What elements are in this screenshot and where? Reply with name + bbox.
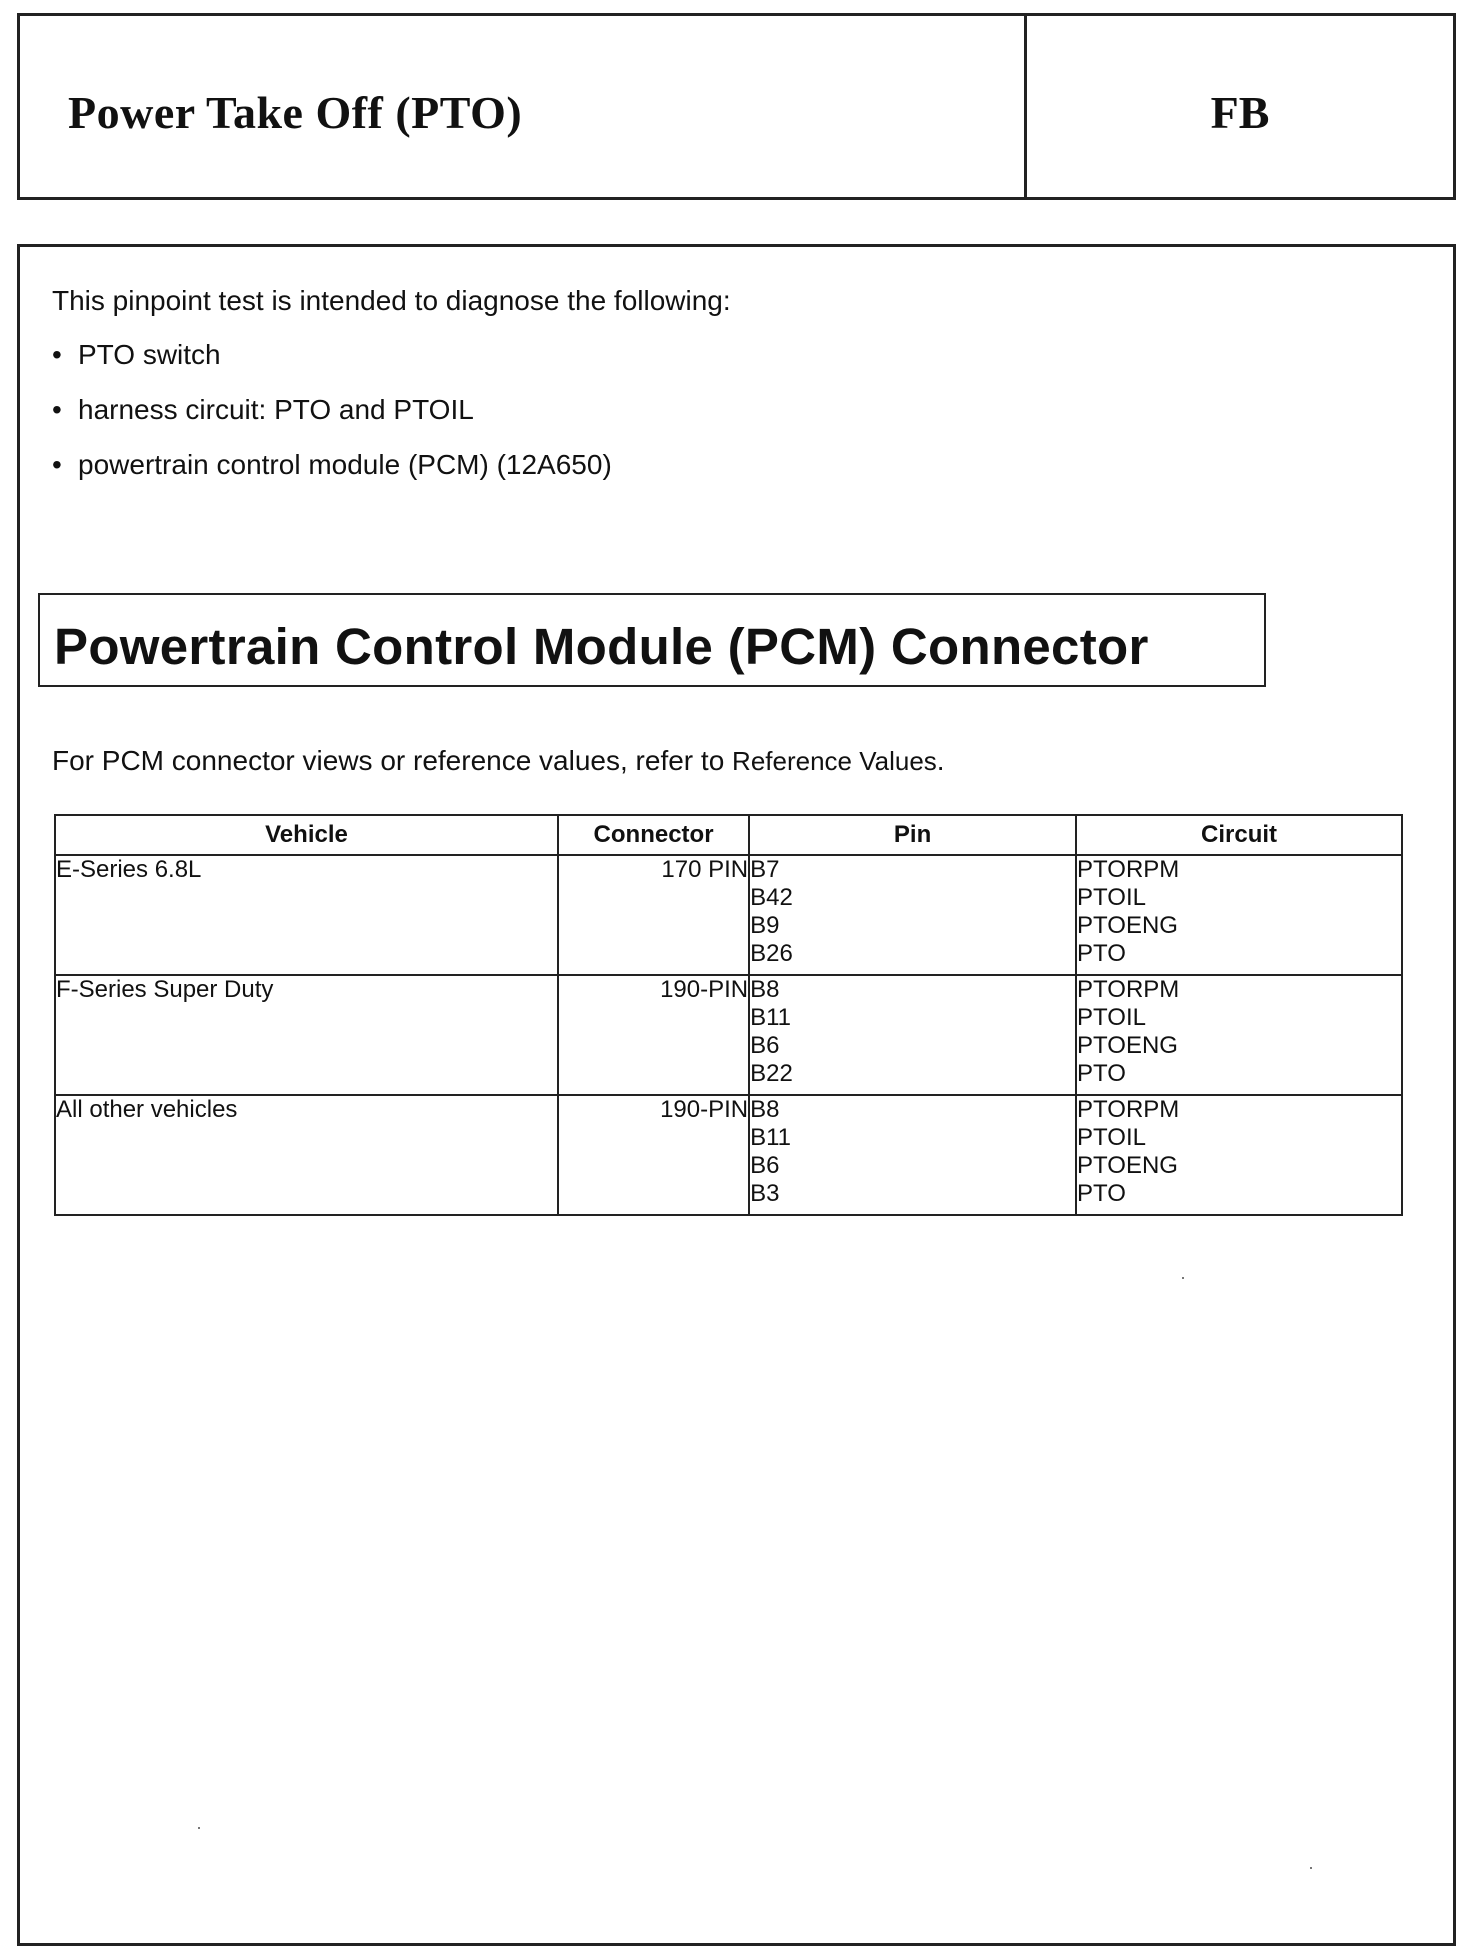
pin-value: B8 bbox=[750, 976, 780, 1003]
circuit-cell bbox=[1076, 1095, 1402, 1215]
circuit-value: PTO bbox=[1077, 1060, 1126, 1087]
circuit-value: PTO bbox=[1077, 940, 1126, 967]
column-header-circuit: Circuit bbox=[1076, 815, 1402, 855]
pin-value: B11 bbox=[750, 1004, 792, 1031]
pin-value: B9 bbox=[750, 912, 780, 939]
table-header-row bbox=[55, 815, 1402, 855]
pcm-connector-table bbox=[54, 814, 1403, 1216]
list-item-text: PTO switch bbox=[78, 339, 221, 370]
reference-text: For PCM connector views or reference values, refer to bbox=[52, 745, 725, 776]
pin-value: B7 bbox=[750, 856, 780, 883]
circuit-value: PTORPM bbox=[1077, 1096, 1180, 1123]
page-title: Power Take Off (PTO) bbox=[68, 87, 523, 138]
circuit-value: PTOENG bbox=[1077, 1032, 1178, 1059]
circuit-value: PTOENG bbox=[1077, 912, 1178, 939]
pin-value: B3 bbox=[750, 1180, 780, 1207]
pin-value: B22 bbox=[750, 1060, 793, 1087]
column-header-vehicle: Vehicle bbox=[55, 815, 558, 855]
vehicle-cell: E-Series 6.8L bbox=[55, 855, 558, 975]
circuit-value: PTOIL bbox=[1077, 1004, 1146, 1031]
circuit-value: PTOIL bbox=[1077, 884, 1146, 911]
vehicle-cell: F-Series Super Duty bbox=[55, 975, 558, 1095]
list-item bbox=[52, 394, 612, 449]
reference-note bbox=[52, 745, 945, 777]
diagnosis-list bbox=[52, 339, 612, 504]
header-box bbox=[17, 13, 1456, 200]
pin-value: B11 bbox=[750, 1124, 792, 1151]
connector-cell: 190-PIN bbox=[558, 975, 749, 1095]
column-header-pin: Pin bbox=[749, 815, 1076, 855]
bullet-icon: • bbox=[52, 394, 62, 425]
connector-cell: 170 PIN bbox=[558, 855, 749, 975]
section-code: FB bbox=[1210, 87, 1270, 138]
list-item bbox=[52, 339, 612, 394]
section-heading-box bbox=[38, 593, 1266, 687]
bullet-icon: • bbox=[52, 449, 62, 480]
table-row bbox=[55, 855, 1402, 975]
intro-text: This pinpoint test is intended to diagnose the following: bbox=[52, 285, 731, 316]
connector-cell: 190-PIN bbox=[558, 1095, 749, 1215]
column-header-connector: Connector bbox=[558, 815, 749, 855]
scan-speck bbox=[1310, 1867, 1312, 1869]
circuit-value: PTOENG bbox=[1077, 1152, 1178, 1179]
list-item-text: powertrain control module (PCM) (12A650) bbox=[78, 449, 612, 480]
circuit-cell bbox=[1076, 975, 1402, 1095]
list-item bbox=[52, 449, 612, 504]
pin-cell bbox=[749, 855, 1076, 975]
scan-speck bbox=[1182, 1277, 1184, 1279]
vehicle-cell: All other vehicles bbox=[55, 1095, 558, 1215]
section-title: Powertrain Control Module (PCM) Connector bbox=[54, 618, 1149, 675]
pin-cell bbox=[749, 1095, 1076, 1215]
table-row bbox=[55, 1095, 1402, 1215]
pin-value: B6 bbox=[750, 1152, 780, 1179]
circuit-value: PTORPM bbox=[1077, 856, 1180, 883]
pin-value: B6 bbox=[750, 1032, 780, 1059]
table-row bbox=[55, 975, 1402, 1095]
scan-speck bbox=[198, 1827, 200, 1829]
pin-value: B8 bbox=[750, 1096, 780, 1123]
pin-value: B26 bbox=[750, 940, 793, 967]
circuit-value: PTO bbox=[1077, 1180, 1126, 1207]
bullet-icon: • bbox=[52, 339, 62, 370]
reference-end: . bbox=[936, 745, 945, 776]
circuit-cell bbox=[1076, 855, 1402, 975]
list-item-text: harness circuit: PTO and PTOIL bbox=[78, 394, 474, 425]
circuit-value: PTOIL bbox=[1077, 1124, 1146, 1151]
pin-cell bbox=[749, 975, 1076, 1095]
pin-value: B42 bbox=[750, 884, 793, 911]
circuit-value: PTORPM bbox=[1077, 976, 1180, 1003]
main-content-box bbox=[17, 244, 1456, 1946]
reference-values-link[interactable]: Reference Values bbox=[732, 746, 937, 776]
